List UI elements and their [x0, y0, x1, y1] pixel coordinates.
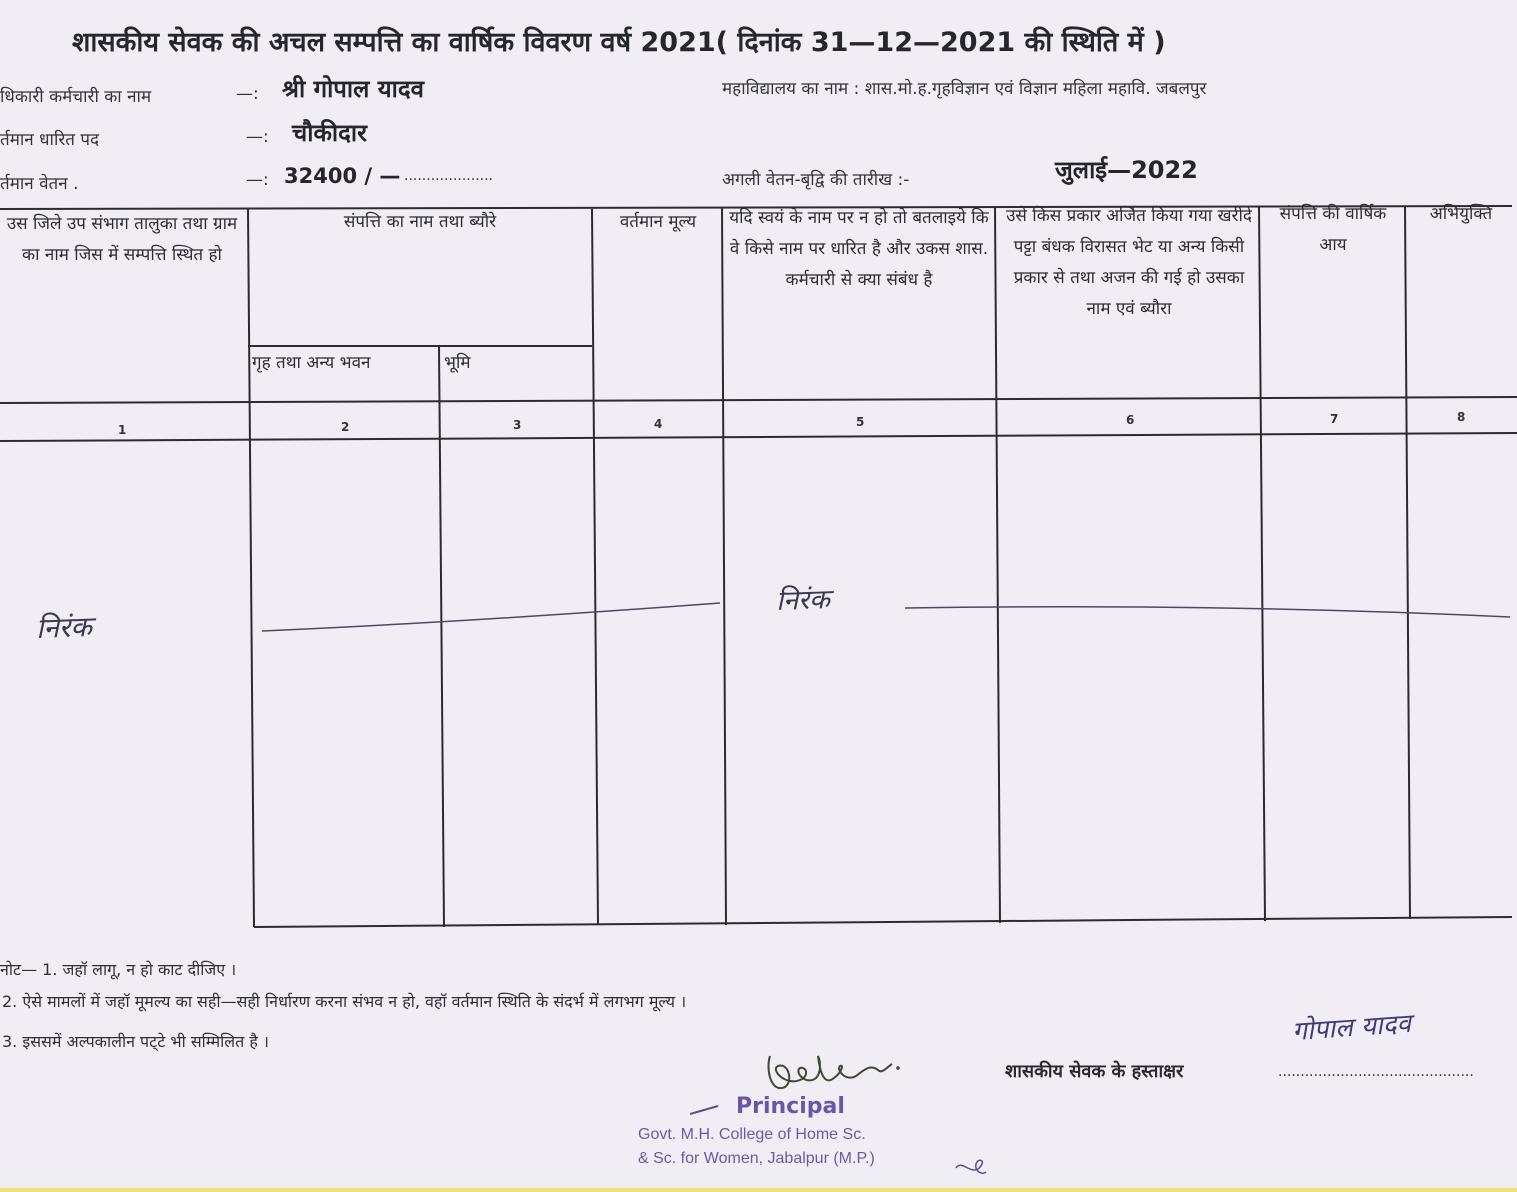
column-number-1: 1: [118, 423, 127, 437]
header-acquisition-details: उसे किस प्रकार अर्जित किया गया खरीदे पट्टा बंधक विरासत भेट या अन्य किसी प्रकार से तथा अजन की गई हो उसका नाम एवं ब्यौरा: [1006, 206, 1252, 319]
column-number-4: 4: [654, 417, 663, 431]
note-1: नोट— 1. जहॉ लागू, न हो काट दीजिए ।: [0, 960, 237, 979]
column-divider-3: [592, 209, 598, 925]
note-2: 2. ऐसे मामलों में जहॉ मूमल्य का सही—सही निर्धारण करना संभव न हो, वहॉ वर्तमान स्थिति के संदर्भ में लगभग मूल्य ।: [2, 992, 687, 1011]
column-number-6: 6: [1126, 413, 1135, 427]
header-remarks: अभियुक्ति: [1429, 204, 1493, 224]
employee-name-separator: —:: [236, 84, 259, 104]
page-bottom-edge: [0, 1188, 1517, 1192]
header-current-value: वर्तमान मूल्य: [619, 212, 697, 232]
salary-label: र्तमान वेतन .: [0, 174, 79, 194]
header-land: भूमि: [444, 353, 471, 373]
principal-stamp-line-2: & Sc. for Women, Jabalpur (M.P.): [638, 1150, 875, 1167]
number-row-bottom-border: [0, 433, 1517, 441]
increment-date-label: अगली वेतन-बृद्वि की तारीख :-: [722, 170, 910, 190]
employee-name-label: धिकारी कर्मचारी का नाम: [0, 87, 152, 107]
column-divider-2: [439, 346, 444, 927]
stamp-scribble-mark: [952, 1154, 988, 1182]
post-label: र्तमान धारित पद: [0, 130, 100, 150]
post-value: चौकीदार: [292, 119, 367, 147]
property-table-grid: [0, 205, 1517, 930]
employee-handwritten-signature: गोपाल यादव: [1291, 1008, 1412, 1048]
increment-date-value: जुलाई—2022: [1055, 156, 1198, 184]
handwritten-strike-line: [262, 603, 1510, 631]
column-divider-4: [722, 208, 726, 925]
college-name-label: महाविद्यालय का नाम : शास.मो.ह.गृहविज्ञान एवं विज्ञान महिला महावि. जबलपुर: [722, 79, 1207, 99]
handwritten-nil-entry: निरंक: [35, 610, 93, 645]
column-divider-1: [248, 209, 254, 927]
column-number-5: 5: [856, 415, 865, 429]
signature-label: शासकीय सेवक के हस्ताक्षर: [1005, 1061, 1184, 1082]
column-number-7: 7: [1330, 412, 1339, 426]
salary-dots: ....................: [404, 168, 494, 184]
principal-dash-mark: [690, 1100, 740, 1120]
post-separator: —:: [246, 127, 269, 147]
column-number-8: 8: [1457, 410, 1466, 424]
column-divider-6: [1259, 206, 1265, 921]
principal-stamp-title: Principal: [736, 1094, 845, 1119]
header-house-buildings: गृह तथा अन्य भवन: [252, 353, 371, 373]
header-holder-relation: यदि स्वयं के नाम पर न हो तो बतलाइये कि वे किसे नाम पर धारित है और उकस शास. कर्मचारी से क्या संबंध है: [729, 208, 989, 290]
principal-stamp-line-1: Govt. M.H. College of Home Sc.: [638, 1126, 866, 1143]
column-number-2: 2: [341, 420, 350, 434]
table-bottom-border: [254, 917, 1512, 927]
header-property-details: संपत्ति का नाम तथा ब्यौरे: [343, 212, 497, 232]
employee-name-value: श्री गोपाल यादव: [282, 75, 424, 103]
note-3: 3. इससमें अल्पकालीन पट्‌टे भी सम्मिलित है ।: [2, 1032, 269, 1051]
salary-separator: —:: [246, 170, 269, 190]
principal-signature: [760, 1038, 910, 1100]
signature-dots: ............................................: [1278, 1064, 1474, 1080]
column-number-3: 3: [513, 418, 522, 432]
document-title: शासकीय सेवक की अचल सम्पत्ति का वार्षिक विवरण वर्ष 2021( दिनांक 31—12—2021 की स्थिति में ): [72, 27, 1166, 58]
column-divider-7: [1405, 206, 1410, 919]
header-annual-income: संपत्ति की वार्षिक आय: [1279, 204, 1387, 255]
header-location: उस जिले उप संभाग तालुका तथा ग्राम का नाम जिस में सम्पत्ति स्थित हो: [6, 214, 238, 265]
handwritten-nil-entry: निरंक: [775, 584, 831, 617]
salary-value: 32400 / —: [284, 164, 401, 188]
header-bottom-border: [0, 397, 1517, 403]
